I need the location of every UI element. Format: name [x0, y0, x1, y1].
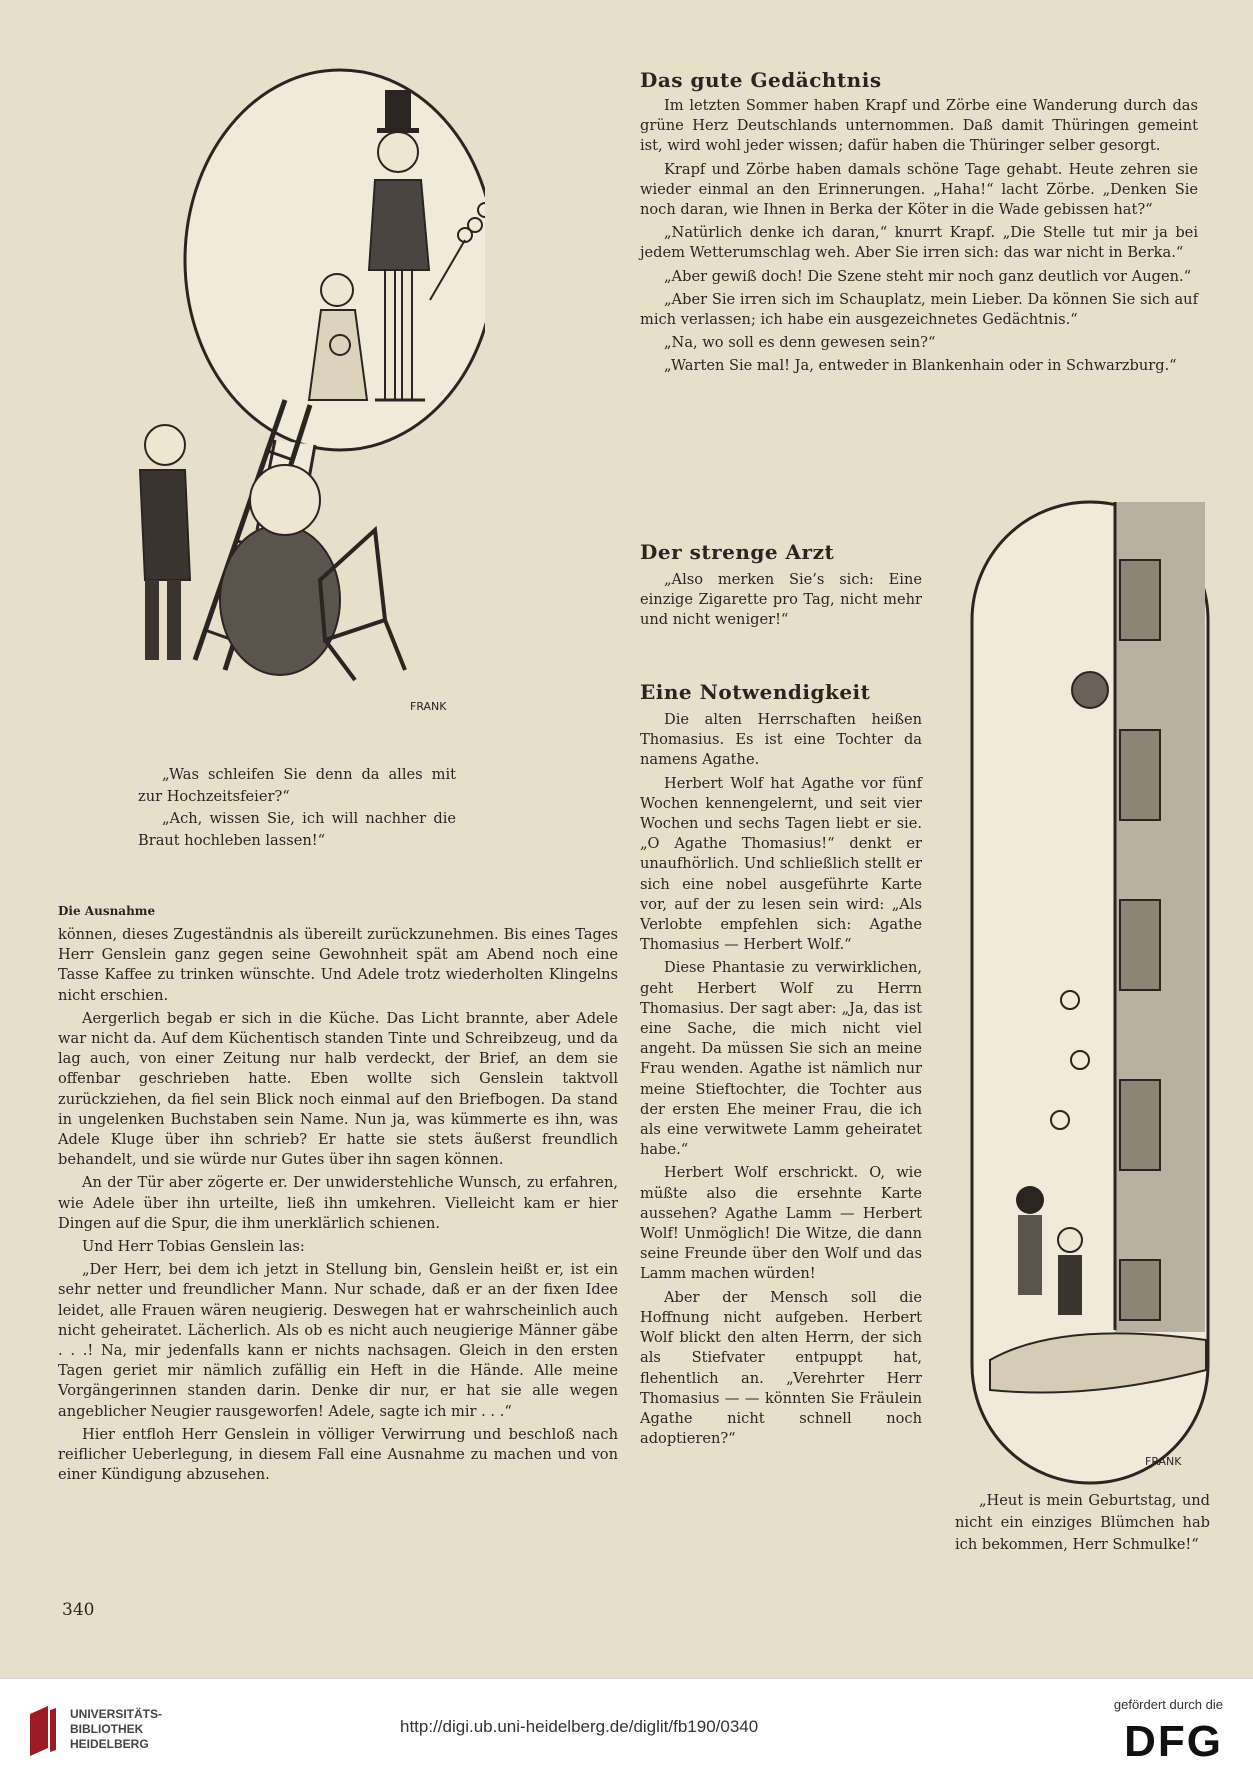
gedaechtnis-paragraph: „Aber Sie irren sich im Schauplatz, mein Lieber. Da können Sie sich auf mich verlassen; ich habe ein ausgezeichnetes Gedächtnis.“	[640, 290, 1198, 329]
university-library-name	[70, 1707, 162, 1752]
notwendigkeit-paragraph: Herbert Wolf hat Agathe vor fünf Wochen kennengelernt, und seit vier Wochen und sechs Tagen liebt er sie. „O Agathe Thomasius!“ denkt er unaufhörlich. Und schließlich stellt er sich eine nobel ausgeführte Karte vor, auf der zu lesen sein wird: „Als Verlobte empfehlen sich: Agathe Thomasius — Herbert Wolf.“	[640, 774, 922, 954]
notwendigkeit-title: Eine Notwendigkeit	[640, 680, 871, 704]
digitization-footer	[0, 1678, 1253, 1778]
library-name-line: HEIDELBERG	[70, 1737, 149, 1751]
funded-by-label: gefördert durch die	[1113, 1697, 1223, 1712]
notwendigkeit-story	[640, 710, 922, 1452]
gedaechtnis-paragraph: Krapf und Zörbe haben damals schöne Tage gehabt. Heute zehren sie wieder einmal an den Erinnerungen. „Haha!“ lacht Zörbe. „Denken Sie noch daran, wie Ihnen in Berka der Köter in die Wade gebissen hat?“	[640, 160, 1198, 219]
library-name-line: BIBLIOTHEK	[70, 1722, 144, 1736]
gedaechtnis-paragraph: Im letzten Sommer haben Krapf und Zörbe eine Wanderung durch das grüne Herz Deutschlands unternommen. Daß damit Thüringen gemeint ist, wird wohl jeder wissen; dafür haben die Thüringer selber gesorgt.	[640, 97, 1198, 155]
ausnahme-paragraph: „Der Herr, bei dem ich jetzt in Stellung bin, Genslein heißt er, ist ein sehr netter und freundlicher Mann. Nur schade, daß er an der fixen Idee leidet, alle Frauen wären neugierig. Deswegen hat er wahrscheinlich auch nicht geheiratet. Lächerlich. Als ob es nicht auch neugierige Männer gäbe . . .! Na, mir jedenfalls kann er nichts nachsagen. Gleich in den ersten Tagen geriet mir nämlich zufällig ein Heft in die Hände. Alle meine Vorgängerinnen standen darin. Denke dir nur, er hat sie alle wegen angeblicher Neugier rausgeworfen! Adele, sagte ich mir . . .“	[58, 1261, 618, 1420]
notwendigkeit-paragraph: Aber der Mensch soll die Hoffnung nicht aufgeben. Herbert Wolf blickt den alten Herrn, der sich als Stiefvater entpuppt hat, flehentlich an. „Verehrter Herr Thomasius — — könnten Sie Fräulein Agathe nicht schnell noch adoptieren?“	[640, 1288, 922, 1448]
ausnahme-paragraph: Und Herr Tobias Genslein las:	[82, 1238, 305, 1256]
ausnahme-story	[58, 925, 618, 1488]
notwendigkeit-paragraph: Herbert Wolf erschrickt. O, wie müßte also die ersehnte Karte aussehen? Agathe Lamm — Herbert Wolf! Unmöglich! Die Witze, die dann seine Freunde über den Wolf und das Lamm machen würden!	[640, 1164, 922, 1283]
arzt-title: Der strenge Arzt	[640, 540, 835, 564]
gedaechtnis-paragraph: „Na, wo soll es denn gewesen sein?“	[664, 334, 936, 352]
gedaechtnis-story	[640, 96, 1198, 380]
right-cartoon-caption	[955, 1490, 1210, 1556]
gedaechtnis-paragraph: „Warten Sie mal! Ja, entweder in Blankenhain oder in Schwarzburg.“	[664, 357, 1177, 375]
ausnahme-header: Die Ausnahme	[58, 904, 156, 918]
illustration-signature-right: FRANK	[1145, 1455, 1182, 1468]
left-cartoon-caption	[138, 764, 456, 852]
ausnahme-paragraph: können, dieses Zugeständnis als übereilt zurückzunehmen. Bis eines Tages Herr Genslein ganz gegen seine Gewohnheit spät am Abend noch eine Tasse Kaffee zu trinken wünschte. Und Adele trotz wiederholten Klingelns nicht erschien.	[58, 926, 618, 1004]
university-library-logo-icon	[28, 1704, 58, 1758]
illustration-signature: FRANK	[410, 700, 447, 713]
building-cartoon-illustration	[970, 500, 1210, 1485]
source-url-link[interactable]: http://digi.ub.uni-heidelberg.de/diglit/fb190/0340	[400, 1717, 759, 1736]
caption-line-answer: „Ach, wissen Sie, ich will nachher die Braut hochleben lassen!“	[138, 810, 456, 849]
dfg-logo: DFG	[1124, 1717, 1223, 1766]
arzt-paragraph: „Also merken Sie’s sich: Eine einzige Zigarette pro Tag, nicht mehr und nicht weniger!“	[640, 571, 922, 629]
ausnahme-paragraph: An der Tür aber zögerte er. Der unwiderstehliche Wunsch, zu erfahren, wie Adele über ihn urteilte, ließ ihn umkehren. Vielleicht kam er hier Dingen auf die Spur, die ihm unerklärlich schienen.	[58, 1174, 618, 1232]
notwendigkeit-paragraph: Diese Phantasie zu verwirklichen, geht Herbert Wolf zu Herrn Thomasius. Der sagt aber: „Ja, das ist eine Sache, die mich nicht viel angeht. Da müssen Sie sich an meine Frau wenden. Agathe ist nämlich nur meine Stieftochter, die Tochter aus der ersten Ehe meiner Frau, die ich als eine verwitwete Lamm geheiratet habe.“	[640, 959, 922, 1159]
gedaechtnis-paragraph: „Natürlich denke ich daran,“ knurrt Krapf. „Die Stelle tut mir ja bei jedem Wetterumschlag weh. Aber Sie irren sich: das war nicht in Berka.“	[640, 224, 1198, 262]
page-number: 340	[62, 1600, 95, 1620]
caption-line-question: „Was schleifen Sie denn da alles mit zur Hochzeitsfeier?“	[138, 766, 456, 805]
notwendigkeit-paragraph: Die alten Herrschaften heißen Thomasius. Es ist eine Tochter da namens Agathe.	[640, 711, 922, 769]
ausnahme-paragraph: Aergerlich begab er sich in die Küche. Das Licht brannte, aber Adele war nicht da. Auf dem Küchentisch standen Tinte und Schreibzeug, und da lag auch, von einer Zeitung nur halb verdeckt, der Brief, an dem sie offenbar geschrieben hatte. Eben wollte sich Genslein taktvoll zurückziehen, da fiel sein Blick noch einmal auf den Briefbogen. Da stand in ungelenken Buchstaben sein Name. Nun ja, was kümmerte es ihn, was Adele Kluge über ihn schrieb? Er hatte sie stets äußerst freundlich behandelt, und sie würde nur Gutes über ihn sagen können.	[58, 1009, 618, 1169]
gedaechtnis-title: Das gute Gedächtnis	[640, 68, 882, 92]
library-name-line: UNIVERSITÄTS-	[70, 1707, 163, 1721]
right-caption-text: „Heut is mein Geburtstag, und nicht ein einziges Blümchen hab ich bekommen, Herr Schmulke!“	[955, 1492, 1210, 1553]
ausnahme-paragraph: Hier entfloh Herr Genslein in völliger Verwirrung und beschloß nach reiflicher Ueberlegung, in diesem Fall eine Ausnahme zu machen und von einer Kündigung abzusehen.	[58, 1425, 618, 1484]
wedding-cartoon-illustration	[85, 60, 485, 760]
arzt-story	[640, 570, 922, 634]
gedaechtnis-paragraph: „Aber gewiß doch! Die Szene steht mir noch ganz deutlich vor Augen.“	[664, 267, 1192, 285]
